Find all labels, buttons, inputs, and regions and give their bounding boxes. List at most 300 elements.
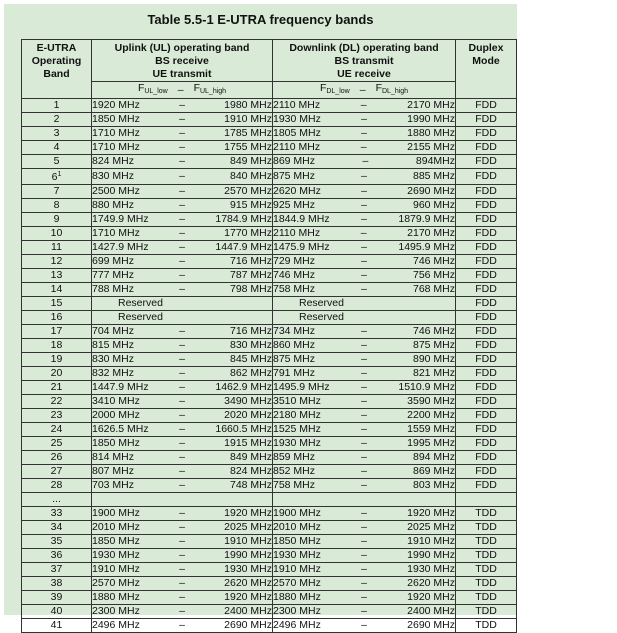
duplex-mode: FDD bbox=[475, 450, 497, 463]
ul-high-label bbox=[194, 82, 227, 98]
band-number: 14 bbox=[50, 282, 63, 295]
downlink-high: 1880 MHz bbox=[407, 127, 455, 140]
band-number: 33 bbox=[50, 506, 63, 519]
duplex-mode: FDD bbox=[475, 464, 497, 477]
downlink-high: 1879.9 MHz bbox=[398, 212, 455, 225]
downlink-high: 1495.9 MHz bbox=[398, 240, 455, 253]
uplink-range-cell bbox=[92, 310, 273, 324]
downlink-range-cell bbox=[273, 296, 456, 310]
duplex-mode-cell bbox=[456, 492, 517, 506]
table-row bbox=[22, 618, 517, 632]
table-row bbox=[22, 576, 517, 590]
band-number-cell bbox=[22, 394, 92, 408]
header-band-line: E-UTRA bbox=[36, 42, 77, 54]
range-dash: – bbox=[361, 450, 367, 463]
duplex-mode: FDD bbox=[475, 170, 497, 182]
range-dash: – bbox=[361, 408, 367, 421]
uplink-low: 704 MHz bbox=[92, 324, 135, 337]
table-row bbox=[22, 520, 517, 534]
header-downlink bbox=[273, 40, 456, 82]
downlink-high: 885 MHz bbox=[412, 170, 455, 182]
header-duplex-line: Duplex bbox=[468, 42, 504, 54]
band-number-cell bbox=[22, 352, 92, 366]
uplink-range-cell bbox=[92, 296, 273, 310]
uplink-low: 824 MHz bbox=[92, 155, 135, 168]
uplink-high: 748 MHz bbox=[229, 478, 272, 491]
range-dash: – bbox=[179, 576, 185, 589]
table-row bbox=[22, 366, 517, 380]
range-dash: – bbox=[179, 422, 185, 435]
downlink-high: 746 MHz bbox=[412, 324, 455, 337]
uplink-low: 1920 MHz bbox=[92, 99, 140, 112]
ul-high-letter: F bbox=[193, 82, 200, 94]
downlink-low: 2180 MHz bbox=[273, 408, 321, 421]
uplink-range-cell bbox=[92, 394, 273, 408]
band-number: 11 bbox=[51, 240, 62, 253]
duplex-mode: TDD bbox=[475, 562, 497, 575]
band-number-cell bbox=[22, 310, 92, 324]
uplink-range-cell bbox=[92, 562, 273, 576]
band-number: 36 bbox=[50, 548, 63, 561]
table-row bbox=[22, 548, 517, 562]
uplink-low: 1710 MHz bbox=[92, 141, 140, 154]
uplink-reserved: Reserved bbox=[118, 310, 163, 323]
downlink-range-cell bbox=[273, 324, 456, 338]
band-number-cell bbox=[22, 604, 92, 618]
duplex-mode-cell bbox=[456, 562, 517, 576]
uplink-high: 1980 MHz bbox=[224, 99, 272, 112]
range-dash: – bbox=[361, 618, 367, 631]
range-dash: – bbox=[361, 562, 367, 575]
subheader-row bbox=[22, 82, 517, 99]
band-number-cell bbox=[22, 548, 92, 562]
downlink-high: 2200 MHz bbox=[407, 408, 455, 421]
uplink-range-cell bbox=[92, 464, 273, 478]
range-dash: – bbox=[361, 170, 367, 182]
range-dash: – bbox=[361, 436, 367, 449]
band-number-cell bbox=[22, 478, 92, 492]
duplex-mode-cell bbox=[456, 506, 517, 520]
duplex-mode-cell bbox=[456, 352, 517, 366]
uplink-range-cell bbox=[92, 254, 273, 268]
document-panel bbox=[4, 4, 517, 631]
downlink-low: 2496 MHz bbox=[273, 618, 321, 631]
range-dash: – bbox=[361, 113, 367, 126]
downlink-range-cell bbox=[273, 212, 456, 226]
downlink-range-cell bbox=[273, 127, 456, 141]
uplink-range-cell bbox=[92, 169, 273, 185]
uplink-high: 849 MHz bbox=[229, 450, 272, 463]
uplink-low: 1447.9 MHz bbox=[92, 380, 149, 393]
downlink-low: 791 MHz bbox=[273, 366, 316, 379]
downlink-low: 1525 MHz bbox=[273, 422, 321, 435]
downlink-high: 746 MHz bbox=[412, 254, 455, 267]
band-number-cell bbox=[22, 492, 92, 506]
range-dash: – bbox=[179, 282, 185, 295]
downlink-range-cell bbox=[273, 141, 456, 155]
range-dash: – bbox=[361, 254, 367, 267]
downlink-range-cell bbox=[273, 618, 456, 632]
duplex-mode: FDD bbox=[475, 310, 497, 323]
band-number-cell bbox=[22, 268, 92, 282]
dl-high-label bbox=[376, 82, 409, 98]
uplink-low: 2500 MHz bbox=[92, 184, 140, 197]
table-row bbox=[22, 464, 517, 478]
downlink-low: 2010 MHz bbox=[273, 520, 321, 533]
duplex-mode-cell bbox=[456, 240, 517, 254]
band-number: 41 bbox=[50, 618, 63, 631]
uplink-low: 788 MHz bbox=[92, 282, 135, 295]
band-number: 39 bbox=[50, 590, 63, 603]
downlink-low: 852 MHz bbox=[273, 464, 316, 477]
duplex-mode: FDD bbox=[475, 338, 497, 351]
range-dash: – bbox=[179, 99, 185, 112]
table-row bbox=[22, 534, 517, 548]
downlink-high: 1910 MHz bbox=[407, 534, 455, 547]
uplink-low: 815 MHz bbox=[92, 338, 135, 351]
band-number: ... bbox=[52, 492, 61, 505]
band-number: 3 bbox=[53, 127, 60, 140]
downlink-high: 2025 MHz bbox=[407, 520, 455, 533]
table-body bbox=[22, 99, 517, 633]
uplink-low: 1850 MHz bbox=[92, 534, 140, 547]
uplink-high: 1915 MHz bbox=[224, 436, 272, 449]
duplex-mode-cell bbox=[456, 604, 517, 618]
uplink-high: 849 MHz bbox=[229, 155, 272, 168]
downlink-low: 758 MHz bbox=[273, 478, 316, 491]
uplink-high: 1910 MHz bbox=[224, 113, 272, 126]
downlink-range-cell bbox=[273, 338, 456, 352]
downlink-low: 925 MHz bbox=[273, 198, 316, 211]
table-row bbox=[22, 450, 517, 464]
downlink-range-cell bbox=[273, 436, 456, 450]
downlink-range-cell bbox=[273, 310, 456, 324]
band-number-cell bbox=[22, 520, 92, 534]
uplink-low: 1930 MHz bbox=[92, 548, 140, 561]
table-row bbox=[22, 436, 517, 450]
uplink-high: 1920 MHz bbox=[224, 506, 272, 519]
downlink-high: 894 MHz bbox=[412, 450, 455, 463]
downlink-range-cell bbox=[273, 113, 456, 127]
duplex-mode: FDD bbox=[475, 127, 497, 140]
downlink-low: 2110 MHz bbox=[273, 141, 321, 154]
uplink-high: 2570 MHz bbox=[224, 184, 272, 197]
table-row bbox=[22, 282, 517, 296]
uplink-high: 845 MHz bbox=[229, 352, 272, 365]
table-row bbox=[22, 422, 517, 436]
range-dash: – bbox=[179, 450, 185, 463]
range-dash: – bbox=[361, 590, 367, 603]
duplex-mode: FDD bbox=[475, 141, 497, 154]
uplink-high: 787 MHz bbox=[229, 268, 272, 281]
band-number: 2 bbox=[53, 113, 60, 126]
duplex-mode: FDD bbox=[475, 352, 497, 365]
range-dash: – bbox=[179, 254, 185, 267]
duplex-mode: FDD bbox=[475, 478, 497, 491]
downlink-low: 2570 MHz bbox=[273, 576, 321, 589]
range-dash: – bbox=[179, 127, 185, 140]
uplink-range-cell bbox=[92, 282, 273, 296]
uplink-low: 807 MHz bbox=[92, 464, 135, 477]
table-row bbox=[22, 506, 517, 520]
band-number-cell bbox=[22, 506, 92, 520]
band-number-cell bbox=[22, 618, 92, 632]
uplink-low: 699 MHz bbox=[92, 254, 135, 267]
table-row bbox=[22, 99, 517, 113]
duplex-mode-cell bbox=[456, 198, 517, 212]
duplex-mode-cell bbox=[456, 212, 517, 226]
duplex-mode-cell bbox=[456, 155, 517, 169]
band-number-cell bbox=[22, 99, 92, 113]
range-dash: – bbox=[361, 534, 367, 547]
range-dash: – bbox=[361, 422, 367, 435]
uplink-range-cell bbox=[92, 436, 273, 450]
downlink-low: 1805 MHz bbox=[273, 127, 321, 140]
downlink-high: 2400 MHz bbox=[407, 604, 455, 617]
table-row bbox=[22, 296, 517, 310]
downlink-high: 875 MHz bbox=[412, 338, 455, 351]
uplink-range-cell bbox=[92, 226, 273, 240]
downlink-high: 2620 MHz bbox=[407, 576, 455, 589]
duplex-mode: TDD bbox=[475, 604, 497, 617]
uplink-high: 862 MHz bbox=[229, 366, 272, 379]
table-title: Table 5.5-1 E-UTRA frequency bands bbox=[147, 12, 374, 27]
duplex-mode-cell bbox=[456, 590, 517, 604]
range-dash: – bbox=[179, 198, 185, 211]
uplink-low: 830 MHz bbox=[92, 352, 135, 365]
downlink-reserved: Reserved bbox=[299, 310, 344, 323]
header-downlink-line: BS transmit bbox=[334, 55, 394, 67]
band-number-cell bbox=[22, 169, 92, 185]
uplink-low: 1850 MHz bbox=[92, 113, 140, 126]
band-footnote-marker: 1 bbox=[57, 171, 62, 178]
duplex-mode: FDD bbox=[475, 184, 497, 197]
uplink-range-cell bbox=[92, 604, 273, 618]
range-dash: – bbox=[179, 226, 185, 239]
dl-high-letter: F bbox=[375, 82, 382, 94]
table-row bbox=[22, 155, 517, 169]
downlink-high: 1995 MHz bbox=[407, 436, 455, 449]
header-downlink-line: Downlink (DL) operating band bbox=[289, 42, 439, 54]
downlink-low: 2620 MHz bbox=[273, 184, 321, 197]
band-number-cell bbox=[22, 226, 92, 240]
uplink-range-cell bbox=[92, 520, 273, 534]
downlink-range-cell bbox=[273, 169, 456, 185]
downlink-reserved: Reserved bbox=[299, 296, 344, 309]
range-dash: – bbox=[361, 338, 367, 351]
downlink-high: 1920 MHz bbox=[407, 590, 455, 603]
downlink-high: 960 MHz bbox=[412, 198, 455, 211]
downlink-high: 803 MHz bbox=[412, 478, 455, 491]
uplink-high: 798 MHz bbox=[229, 282, 272, 295]
duplex-mode-cell bbox=[456, 99, 517, 113]
downlink-low: 729 MHz bbox=[273, 254, 316, 267]
downlink-low: 2300 MHz bbox=[273, 604, 321, 617]
downlink-high: 2690 MHz bbox=[407, 184, 455, 197]
band-number: 19 bbox=[50, 352, 63, 365]
duplex-mode: FDD bbox=[475, 436, 497, 449]
downlink-range-cell bbox=[273, 394, 456, 408]
band-number-cell bbox=[22, 141, 92, 155]
uplink-low: 703 MHz bbox=[92, 478, 135, 491]
uplink-low: 832 MHz bbox=[92, 366, 135, 379]
band-number: 8 bbox=[53, 198, 60, 211]
uplink-high: 1930 MHz bbox=[224, 562, 272, 575]
uplink-range-cell bbox=[92, 366, 273, 380]
band-number-cell bbox=[22, 254, 92, 268]
duplex-mode: TDD bbox=[475, 506, 497, 519]
downlink-range-cell bbox=[273, 408, 456, 422]
downlink-low: 1844.9 MHz bbox=[273, 212, 330, 225]
header-uplink bbox=[92, 40, 273, 82]
duplex-mode: FDD bbox=[475, 422, 497, 435]
downlink-high: 890 MHz bbox=[412, 352, 455, 365]
table-row bbox=[22, 212, 517, 226]
band-number: 25 bbox=[50, 436, 63, 449]
dl-low-label bbox=[320, 82, 350, 98]
downlink-range-cell bbox=[273, 520, 456, 534]
band-number: 24 bbox=[50, 422, 63, 435]
uplink-range-cell bbox=[92, 492, 273, 506]
range-dash: – bbox=[179, 352, 185, 365]
range-dash: – bbox=[361, 240, 367, 253]
duplex-mode: TDD bbox=[475, 576, 497, 589]
dl-high-subscript: DL_high bbox=[381, 88, 409, 95]
downlink-high: 1930 MHz bbox=[407, 562, 455, 575]
band-number: 27 bbox=[50, 464, 63, 477]
uplink-high: 840 MHz bbox=[229, 170, 272, 182]
duplex-mode-cell bbox=[456, 254, 517, 268]
duplex-mode-cell bbox=[456, 576, 517, 590]
table-row bbox=[22, 394, 517, 408]
downlink-low: 1495.9 MHz bbox=[273, 380, 330, 393]
band-number-cell bbox=[22, 576, 92, 590]
uplink-range-cell bbox=[92, 324, 273, 338]
uplink-high: 1784.9 MHz bbox=[215, 212, 272, 225]
downlink-high: 869 MHz bbox=[412, 464, 455, 477]
range-dash: – bbox=[179, 590, 185, 603]
band-number: 7 bbox=[53, 184, 60, 197]
uplink-high: 3490 MHz bbox=[224, 394, 272, 407]
band-number: 9 bbox=[53, 212, 60, 225]
band-number: 5 bbox=[53, 155, 60, 168]
downlink-high: 2690 MHz bbox=[407, 618, 455, 631]
uplink-high: 1447.9 MHz bbox=[215, 240, 272, 253]
table-row bbox=[22, 268, 517, 282]
range-dash: – bbox=[179, 562, 185, 575]
downlink-low: 746 MHz bbox=[273, 268, 316, 281]
band-number-cell bbox=[22, 366, 92, 380]
band-number: 22 bbox=[50, 394, 63, 407]
subheader-uplink-range bbox=[92, 82, 273, 99]
uplink-range-cell bbox=[92, 408, 273, 422]
uplink-low: 1850 MHz bbox=[92, 436, 140, 449]
duplex-mode: TDD bbox=[475, 548, 497, 561]
range-dash: – bbox=[179, 240, 185, 253]
range-dash: – bbox=[177, 83, 184, 96]
band-number: 6 bbox=[51, 171, 58, 183]
band-number: 21 bbox=[50, 380, 63, 393]
duplex-mode-cell bbox=[456, 534, 517, 548]
band-number: 13 bbox=[50, 268, 63, 281]
downlink-high: 1920 MHz bbox=[407, 506, 455, 519]
table-row bbox=[22, 141, 517, 155]
uplink-low: 830 MHz bbox=[92, 170, 135, 182]
table-row bbox=[22, 198, 517, 212]
header-band-line: Band bbox=[43, 68, 70, 80]
band-number-cell bbox=[22, 464, 92, 478]
duplex-mode-cell bbox=[456, 478, 517, 492]
header-band bbox=[22, 40, 92, 99]
downlink-range-cell bbox=[273, 282, 456, 296]
range-dash: – bbox=[179, 212, 185, 225]
table-row bbox=[22, 113, 517, 127]
downlink-range-cell bbox=[273, 99, 456, 113]
duplex-mode-cell bbox=[456, 548, 517, 562]
downlink-high: 2155 MHz bbox=[407, 141, 455, 154]
uplink-high: 915 MHz bbox=[229, 198, 272, 211]
band-number: 17 bbox=[50, 324, 63, 337]
downlink-range-cell bbox=[273, 268, 456, 282]
duplex-mode-cell bbox=[456, 127, 517, 141]
uplink-high: 2020 MHz bbox=[224, 408, 272, 421]
ul-low-subscript: UL_low bbox=[144, 88, 168, 95]
uplink-high: 716 MHz bbox=[229, 324, 272, 337]
range-dash: – bbox=[361, 282, 367, 295]
range-dash: – bbox=[361, 394, 367, 407]
downlink-low: 875 MHz bbox=[273, 352, 316, 365]
table-row bbox=[22, 408, 517, 422]
uplink-low: 2496 MHz bbox=[92, 618, 140, 631]
duplex-mode: TDD bbox=[475, 520, 497, 533]
range-dash: – bbox=[179, 155, 185, 168]
range-dash: – bbox=[361, 127, 367, 140]
header-uplink-line: Uplink (UL) operating band bbox=[114, 42, 250, 54]
table-row bbox=[22, 562, 517, 576]
duplex-mode-cell bbox=[456, 226, 517, 240]
downlink-low: 859 MHz bbox=[273, 450, 316, 463]
uplink-range-cell bbox=[92, 422, 273, 436]
downlink-range-cell bbox=[273, 492, 456, 506]
band-number: 18 bbox=[50, 338, 63, 351]
downlink-high: 1510.9 MHz bbox=[398, 380, 455, 393]
downlink-range-cell bbox=[273, 590, 456, 604]
range-dash: – bbox=[179, 170, 185, 182]
uplink-high: 716 MHz bbox=[229, 254, 272, 267]
downlink-range-cell bbox=[273, 422, 456, 436]
uplink-low: 2000 MHz bbox=[92, 408, 140, 421]
band-number: 40 bbox=[50, 604, 63, 617]
uplink-range-cell bbox=[92, 534, 273, 548]
table-row bbox=[22, 478, 517, 492]
duplex-mode-cell bbox=[456, 184, 517, 198]
band-number-cell bbox=[22, 380, 92, 394]
duplex-mode-cell bbox=[456, 380, 517, 394]
range-dash: – bbox=[361, 576, 367, 589]
band-number: 16 bbox=[50, 310, 63, 323]
table-row bbox=[22, 380, 517, 394]
duplex-mode-cell bbox=[456, 450, 517, 464]
uplink-high: 1660.5 MHz bbox=[215, 422, 272, 435]
uplink-high: 830 MHz bbox=[229, 338, 272, 351]
duplex-mode-cell bbox=[456, 618, 517, 632]
downlink-high: 1990 MHz bbox=[407, 548, 455, 561]
duplex-mode: FDD bbox=[475, 366, 497, 379]
downlink-range-cell bbox=[273, 352, 456, 366]
duplex-mode-cell bbox=[456, 296, 517, 310]
downlink-high: 1559 MHz bbox=[407, 422, 455, 435]
band-number: 10 bbox=[50, 226, 63, 239]
